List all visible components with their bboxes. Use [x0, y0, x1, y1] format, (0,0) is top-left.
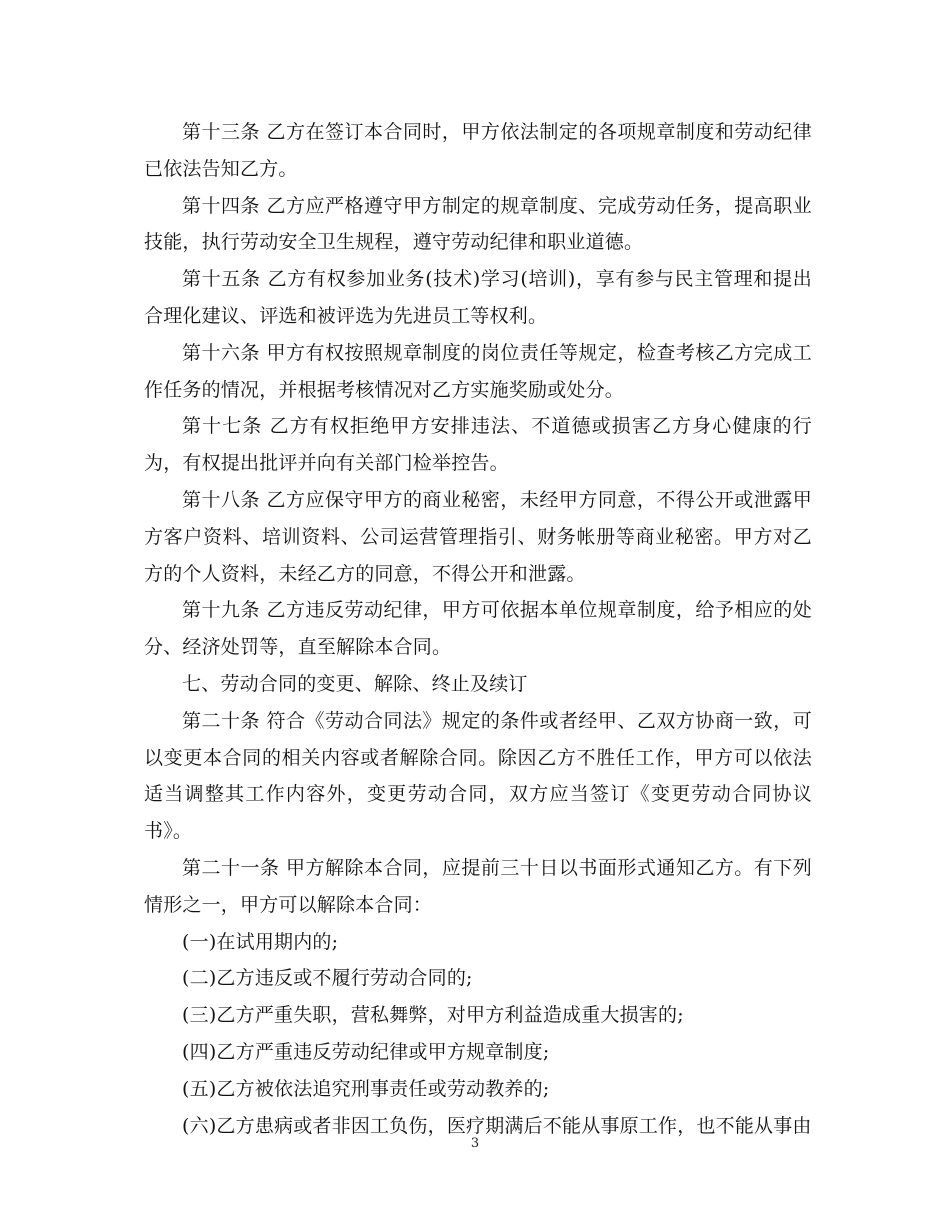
list-item-2: (二)乙方违反或不履行劳动合同的;: [182, 967, 473, 990]
section-heading-7: 七、劳动合同的变更、解除、终止及续订: [182, 672, 528, 695]
page-number: 3: [470, 1136, 480, 1151]
article-14: 第十四条 乙方应严格遵守甲方制定的规章制度、完成劳动任务，提高职业技能，执行劳动安全卫生规程，遵守劳动纪律和职业道德。: [144, 194, 812, 254]
article-18: 第十八条 乙方应保守甲方的商业秘密，未经甲方同意，不得公开或泄露甲方客户资料、培训资料、公司运营管理指引、财务帐册等商业秘密。甲方对乙方的个人资料，未经乙方的同意，不得公开和泄露。: [144, 488, 812, 585]
article-16: 第十六条 甲方有权按照规章制度的岗位责任等规定，检查考核乙方完成工作任务的情况，并根据考核情况对乙方实施奖励或处分。: [144, 341, 812, 401]
list-item-4: (四)乙方严重违反劳动纪律或甲方规章制度;: [182, 1040, 550, 1063]
list-item-5: (五)乙方被依法追究刑事责任或劳动教养的;: [182, 1077, 550, 1100]
article-13: 第十三条 乙方在签订本合同时，甲方依法制定的各项规章制度和劳动纪律已依法告知乙方。: [144, 121, 812, 180]
article-15: 第十五条 乙方有权参加业务(技术)学习(培训)，享有参与民主管理和提出合理化建议、评选和被评选为先进员工等权利。: [144, 268, 812, 327]
list-item-6: (六)乙方患病或者非因工负伤，医疗期满后不能从事原工作，也不能从事由: [182, 1114, 812, 1137]
list-item-1: (一)在试用期内的;: [182, 930, 339, 953]
article-17: 第十七条 乙方有权拒绝甲方安排违法、不道德或损害乙方身心健康的行为，有权提出批评并向有关部门检举控告。: [144, 415, 812, 475]
document-body: [144, 114, 812, 1144]
article-19: 第十九条 乙方违反劳动纪律，甲方可依据本单位规章制度，给予相应的处分、经济处罚等，直至解除本合同。: [144, 599, 812, 659]
list-item-3: (三)乙方严重失职，营私舞弊，对甲方利益造成重大损害的;: [182, 1004, 684, 1027]
article-20: 第二十条 符合《劳动合同法》规定的条件或者经甲、乙双方协商一致，可以变更本合同的相关内容或者解除合同。除因乙方不胜任工作，甲方可以依法适当调整其工作内容外，变更劳动合同，双方应当签订《变更劳动合同协议书》。: [144, 709, 812, 843]
article-21: 第二十一条 甲方解除本合同，应提前三十日以书面形式通知乙方。有下列情形之一，甲方可以解除本合同：: [144, 856, 812, 916]
